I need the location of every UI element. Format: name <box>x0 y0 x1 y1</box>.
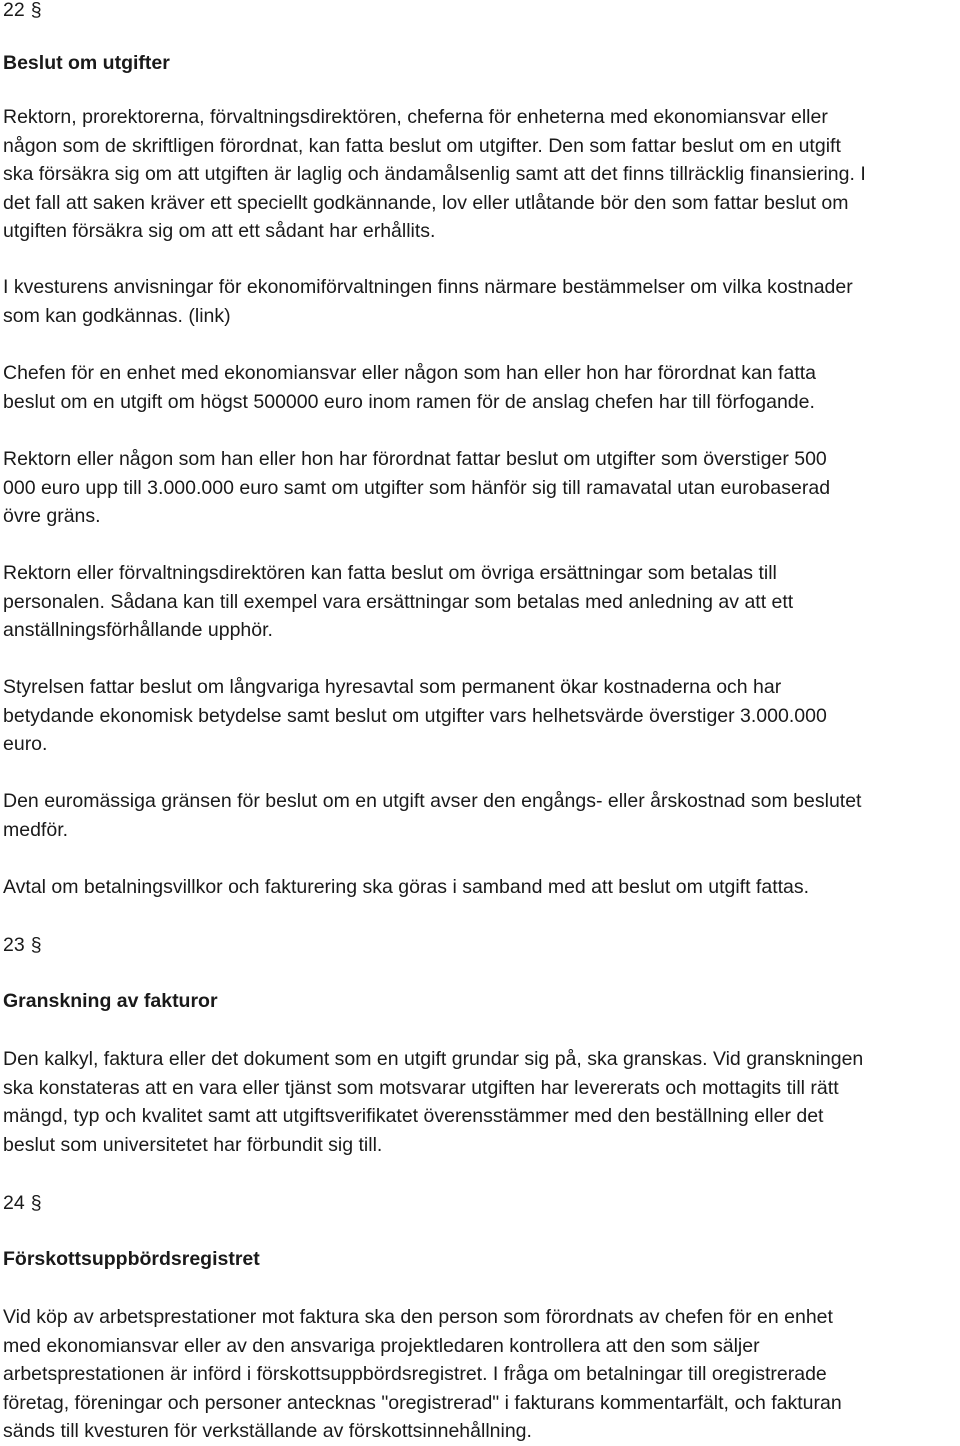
section-24-number <box>3 1189 958 1218</box>
paragraph-line: som kan godkännas. (link) <box>3 304 231 327</box>
paragraph-line: Styrelsen fattar beslut om långvariga hyresavtal som permanent ökar kostnaderna och har <box>3 676 782 698</box>
section-22-paragraph-2 <box>3 273 958 330</box>
paragraph-line: betydande ekonomisk betydelse samt beslut om utgifter vars helhetsvärde överstiger 3.000.000 <box>3 704 827 727</box>
paragraph-line: euro. <box>3 733 48 755</box>
paragraph-line: ska konstateras att en vara eller tjänst som motsvarar utgiften har levererats och mottagits till rätt <box>3 1076 839 1099</box>
paragraph-line: 000 euro upp till 3.000.000 euro samt om utgifter som hänför sig till ramavatal utan eurobaserad <box>3 476 831 499</box>
paragraph-line: Rektorn eller någon som han eller hon har förordnat fattar beslut om utgifter som överstiger 500 <box>3 448 827 470</box>
section-23-number <box>3 931 958 960</box>
section-22-paragraph-4 <box>3 445 958 531</box>
paragraph-sign: § <box>30 934 42 956</box>
paragraph-line: övre gräns. <box>3 505 101 527</box>
paragraph-line: I kvesturens anvisningar för ekonomiförvaltningen finns närmare bestämmelser om vilka kostnader <box>3 276 853 298</box>
section-number: 23 <box>3 934 25 956</box>
section-22-number <box>3 0 958 25</box>
section-22-paragraph-6 <box>3 673 958 759</box>
section-22-paragraph-1 <box>3 103 958 246</box>
paragraph-line: arbetsprestationen är införd i förskottsuppbördsregistret. I fråga om betalningar till oregistrerade <box>3 1363 827 1385</box>
paragraph-line: utgiften försäkra sig om att ett sådant har erhållits. <box>3 220 436 242</box>
paragraph-line: Rektorn, prorektorerna, förvaltningsdirektören, cheferna för enheterna med ekonomiansvar eller <box>3 106 828 128</box>
paragraph-line: mängd, typ och kvalitet samt att utgiftsverifikatet överensstämmer med den beställning eller det <box>3 1105 824 1127</box>
paragraph-line: det fall att saken kräver ett speciellt godkännande, lov eller utlåtande bör den som fattar beslut om <box>3 191 849 214</box>
paragraph-line: Den euromässiga gränsen för beslut om en utgift avser den engångs- eller årskostnad som beslutet <box>3 790 862 812</box>
paragraph-line: Den kalkyl, faktura eller det dokument som en utgift grundar sig på, ska granskas. Vid granskningen <box>3 1048 864 1070</box>
paragraph-line: medför. <box>3 818 69 841</box>
paragraph-line: personalen. Sådana kan till exempel vara ersättningar som betalas med anledning av att ett <box>3 590 794 613</box>
section-23-paragraph-1 <box>3 1045 958 1159</box>
section-22-paragraph-3 <box>3 359 958 416</box>
section-heading: Förskottsuppbördsregistret <box>3 1248 260 1270</box>
paragraph-sign: § <box>30 0 42 21</box>
paragraph-line: Vid köp av arbetsprestationer mot faktura ska den person som förordnats av chefen för en enhet <box>3 1306 833 1328</box>
section-number: 24 <box>3 1192 25 1214</box>
paragraph-line: företag, föreningar och personer antecknas "oregistrerad" i fakturans kommentarfält, och fakturan <box>3 1391 842 1414</box>
paragraph-line: med ekonomiansvar eller av den ansvariga projektledaren kontrollera att den som säljer <box>3 1334 760 1357</box>
section-22-paragraph-8 <box>3 873 958 902</box>
section-22-paragraph-7 <box>3 787 958 844</box>
paragraph-line: Avtal om betalningsvillkor och fakturering ska göras i samband med att beslut om utgift fattas. <box>3 876 810 898</box>
paragraph-line: Rektorn eller förvaltningsdirektören kan fatta beslut om övriga ersättningar som betalas till <box>3 562 777 584</box>
paragraph-line: Chefen för en enhet med ekonomiansvar eller någon som han eller hon har förordnat kan fatta <box>3 362 817 384</box>
section-24-paragraph-1 <box>3 1303 958 1446</box>
paragraph-line: beslut om en utgift om högst 500000 euro inom ramen för de anslag chefen har till förfogande. <box>3 390 815 413</box>
paragraph-line: anställningsförhållande upphör. <box>3 619 273 641</box>
section-heading: Beslut om utgifter <box>3 52 170 74</box>
paragraph-line: beslut som universitetet har förbundit sig till. <box>3 1133 383 1156</box>
section-24-heading <box>3 1245 958 1274</box>
paragraph-sign: § <box>30 1192 42 1214</box>
section-22-paragraph-5 <box>3 559 958 645</box>
section-22-heading <box>3 49 958 78</box>
section-23-heading <box>3 987 958 1016</box>
section-heading: Granskning av fakturor <box>3 990 218 1012</box>
paragraph-line: någon som de skriftligen förordnat, kan fatta beslut om utgifter. Den som fattar beslut om en utgift <box>3 134 841 157</box>
paragraph-line: sänds till kvesturen för verkställande av förskottsinnehållning. <box>3 1420 532 1442</box>
paragraph-line: ska försäkra sig om att utgiften är laglig och ändamålsenlig samt att det finns tillräcklig finansiering. I <box>3 163 866 185</box>
section-number: 22 <box>3 0 25 21</box>
